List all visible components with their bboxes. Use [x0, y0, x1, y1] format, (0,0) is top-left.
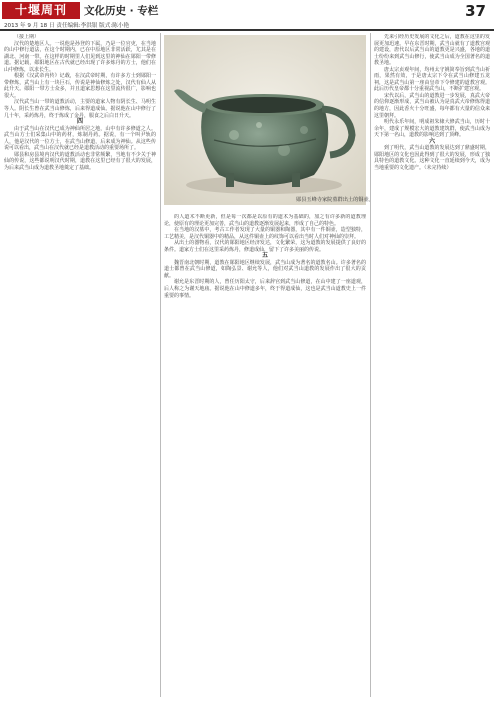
paragraph: 到了明代，武当山道教的发展达到了鼎盛时期，郧阳地区的文化也因此得到了很大的发展，形成了独具特色的道教文化。这种文化一直延续到今天，成为当地重要的文化遗产。（未完待续） [374, 145, 490, 171]
bronze-vessel-image [164, 35, 366, 205]
column-title: 文化历史 · 专栏 [84, 5, 159, 17]
section-heading: 六 [428, 137, 435, 145]
paragraph: （接上期） [14, 34, 40, 40]
brand-banner: 十堰周刊 [2, 2, 80, 19]
page-number: 37 [465, 2, 486, 20]
paragraph: 从出土的器物看，汉代的郧阳地区经济发达，文化繁荣，这为道教的发展提供了良好的条件。道家方士们在这里采药炼丹，修道成仙，留下了许多美丽的传说。 [164, 240, 366, 253]
paragraph: 先来引经历史发展的文化之后，道教在这里的发展更加迅速。早在东晋时期，武当山就有了道教宫观的建设，唐代以后武当山的道教更是兴盛，各地的道士纷纷来到武当山修行，使武当山成为全国著名的道教圣地。 [374, 34, 490, 67]
dateline: 2013 年 9 月 18 日 责任编辑:李洪银 版式:陈小艳 [4, 23, 130, 29]
paragraph: 汉代的楚地区人。一说他是孙登的下属，乃是一位官吏，在当地的山中修行道法，在这个时期内，已在中原地区非常活跃，尤其是在湖北、河南一带。在这样的时期里人们见到这里的神仙在郧阳一带修道。据记载，郧阳地区在古代就已经出现了许多炼丹的方士，他们在山中修炼，以求长生。 [4, 40, 156, 73]
masthead [0, 0, 494, 30]
section-heading: 四 [76, 118, 83, 126]
paragraph: 根据《汉武帝内传》记载，在汉武帝时期，有许多方士到郧阳一带修炼，武当山上有一块巨石，传说是神仙修炼之处，汉代有仙人从此升天。郧阳一带方士众多，并且道家思想在这里流传很广，影响也很大。 [4, 73, 156, 99]
photo-caption: 郧县玉峰寺家院墓群出土的铜壶。 [296, 197, 374, 203]
column-divider [370, 33, 371, 697]
paragraph: 郧县和房县境内汉代的道教活动也非常频繁，当地有不少关于神仙的传说，这些都说明汉代时期，道教在这里已经有了很大的发展，为后来武当山成为道教圣地奠定了基础。 [4, 151, 156, 171]
paragraph: 谢允是东晋时期的人，曾任历阳太守，后来辞官到武当山修道，在山中建了一座道观，后人称之为谢天地庙。据说他在山中修道多年，终于得道成仙，这也是武当山道教史上一件重要的事情。 [164, 279, 366, 299]
column-divider [160, 33, 161, 697]
top-rule [0, 29, 494, 31]
paragraph: 汉代武当山一带的道教活动，主要的道家人物有阴长生、马明生等人。阴长生曾在武当山修炼，后来得道成仙。据说他在山中修行了几十年，采药炼丹，终于炼成了金丹，服食之后白日升天。 [4, 99, 156, 119]
paragraph: 宋代以后，武当山的道教进一步发展，真武大帝的信仰逐渐形成，武当山被认为是真武大帝修炼得道的地方，因此香火十分旺盛，每年都有大量的信众来这里朝拜。 [374, 92, 490, 119]
paragraph: 明代永乐年间，明成祖朱棣大修武当山，历时十余年，建成了规模宏大的道教建筑群，使武当山成为天下第一名山，道教的影响达到了顶峰。 [374, 119, 490, 139]
paragraph: 的人道术不断更新，但是每一次都是以原有的道术为基础的，加之有许多新的道教理论，使原有的理论更加完善，武当山的道教逐渐发展起来，形成了自己的特色。 [164, 214, 366, 227]
text-column-1 [4, 34, 156, 698]
section-heading: 五 [261, 252, 268, 260]
paragraph: 由于武当山在汉代已成为神仙所居之地，山中有许多修道之人。武当山方士们采集山中的药材，炼制丹药。据说，有一个叫尹轨的人，他是汉代的一位方士，在武当山修道，后来成为神仙。从这些传说可以看出，武当山在汉代就已经是道教活动的重要场所了。 [4, 125, 156, 152]
artifact-photo [164, 35, 366, 205]
paragraph: 魏晋南北朝时期，道教在郧阳地区继续发展，武当山成为著名的道教名山。许多著名的道士都曾在武当山修道，如陶弘景、谢允等人，他们对武当山道教的发展作出了很大的贡献。 [164, 259, 366, 279]
text-column-3 [374, 34, 490, 698]
paragraph: 在当地的汉墓中，考古工作者发现了大量的铜器和陶器，其中有一件铜壶，造型独特，工艺精美，是汉代铜器中的精品，从这件铜壶上的纹饰可以看出当时人们对神仙的崇拜。 [164, 227, 366, 240]
text-column-2 [164, 214, 366, 698]
paragraph: 唐太宗贞观年间，均州太守姚简奉旨到武当山祈雨，果然有效，于是唐太宗下令在武当山修建五龙祠，这是武当山第一座由皇帝下令修建的道教宫观。此后历代皇帝都十分重视武当山，不断扩建宫观。 [374, 66, 490, 93]
